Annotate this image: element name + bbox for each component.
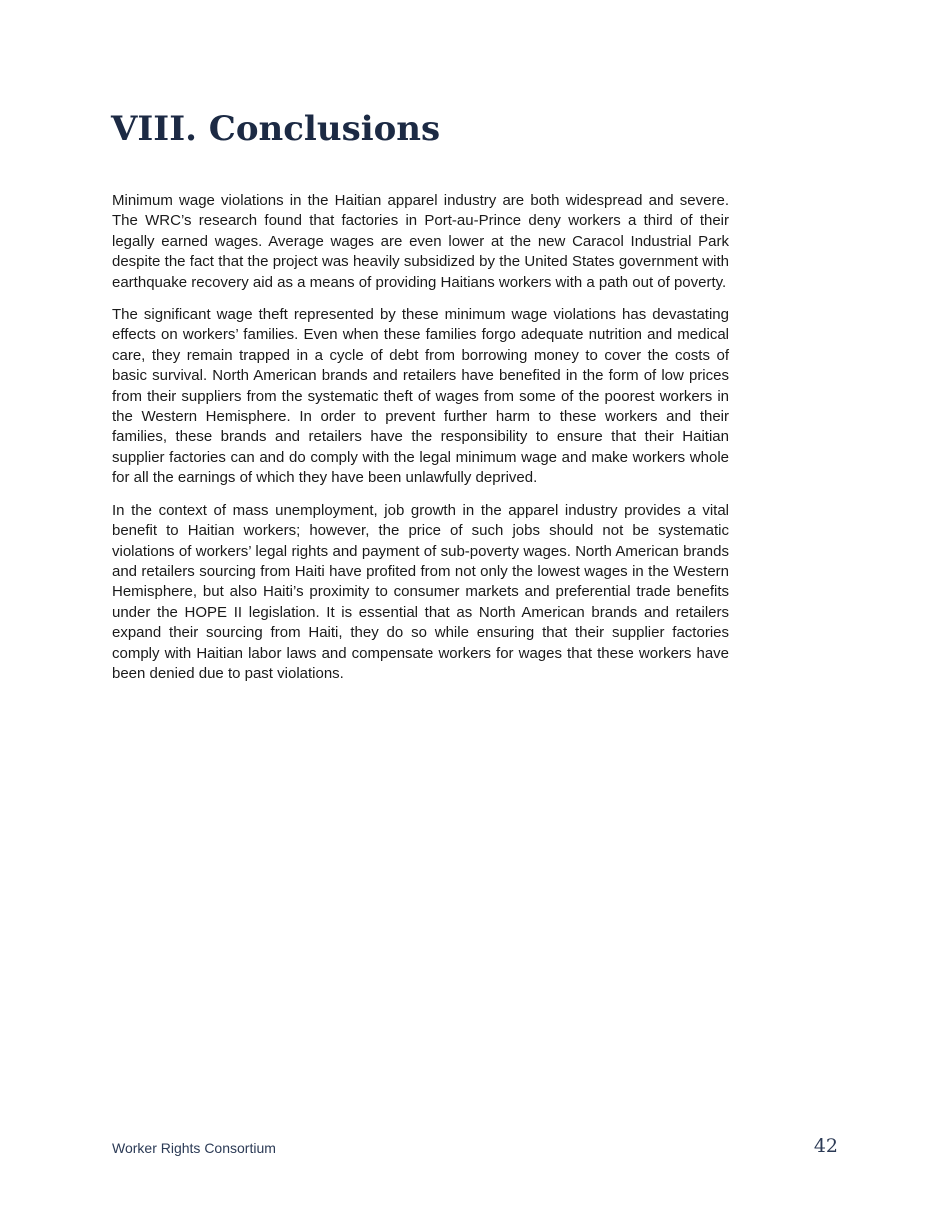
- paragraph-3: In the context of mass unemployment, job growth in the apparel industry provides a vital benefit to Haitian workers; however, the price of such jobs should not be systematic violations of workers’ legal rights and payment of sub-poverty wages. North American brands and retailers sourcing from Haiti have profited from not only the lowest wages in the Western Hemisphere, but also Haiti’s proximity to consumer markets and preferential trade benefits under the HOPE II legislation. It is essential that as North American brands and retailers expand their sourcing from Haiti, they do so while ensuring that their supplier factories comply with Haitian labor laws and compensate workers for wages that these workers have been denied due to past violations.: [112, 501, 729, 682]
- page-number: 42: [813, 1135, 838, 1157]
- footer-organization: Worker Rights Consortium: [112, 1140, 276, 1156]
- body-text: [112, 191, 729, 696]
- paragraph-1: Minimum wage violations in the Haitian apparel industry are both widespread and severe. The WRC’s research found that factories in Port-au-Prince deny workers a third of their legally earned wages. Average wages are even lower at the new Caracol Industrial Park despite the fact that the project was heavily subsidized by the United States government with earthquake recovery aid as a means of providing Haitians workers with a path out of poverty.: [112, 192, 729, 291]
- paragraph-2: The significant wage theft represented by these minimum wage violations has devastating effects on workers’ families. Even when these families forgo adequate nutrition and medical care, they remain trapped in a cycle of debt from borrowing money to cover the costs of basic survival. North American brands and retailers have benefited in the form of low prices from their suppliers from the systematic theft of wages from some of the poorest workers in the Western Hemisphere. In order to prevent further harm to these workers and their families, these brands and retailers have the responsibility to ensure that their Haitian supplier factories can and do comply with the legal minimum wage and make workers whole for all the earnings of which they have been unlawfully deprived.: [112, 306, 729, 487]
- section-heading: VIII. Conclusions: [111, 109, 441, 149]
